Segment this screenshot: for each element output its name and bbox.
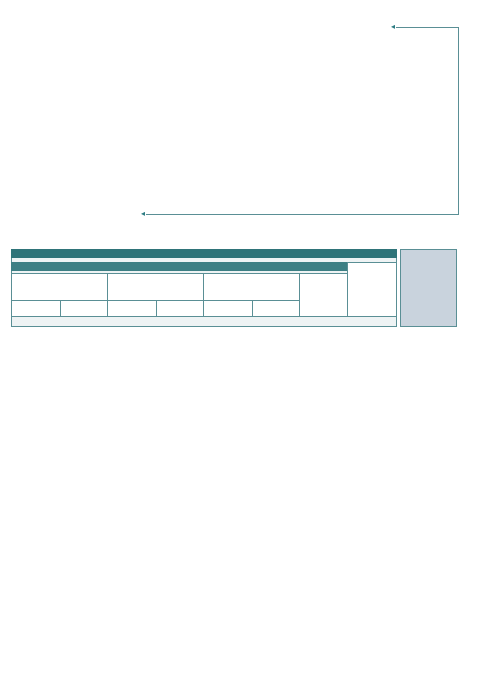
- form-title: [11, 249, 397, 258]
- gross-header-3: [203, 300, 253, 317]
- group-23-header: [11, 273, 108, 301]
- group-5-header: [203, 273, 300, 301]
- top-bracket-bottom: [146, 214, 458, 215]
- vat-header-2: [156, 300, 204, 317]
- gross-header-2: [107, 300, 157, 317]
- arrow-left-icon: ◂: [141, 209, 146, 218]
- group-8-header: [107, 273, 204, 301]
- section-title: [11, 262, 347, 271]
- zero-rate-header: [299, 273, 348, 317]
- vat-header-3: [252, 300, 300, 317]
- vat-header-1: [60, 300, 108, 317]
- arrow-left-icon: ◂: [391, 22, 396, 31]
- remarks-header: [400, 249, 457, 327]
- top-bracket-top: [396, 27, 458, 28]
- gross-header-1: [11, 300, 61, 317]
- exempt-header: [347, 262, 397, 317]
- top-bracket-vertical: [458, 27, 459, 215]
